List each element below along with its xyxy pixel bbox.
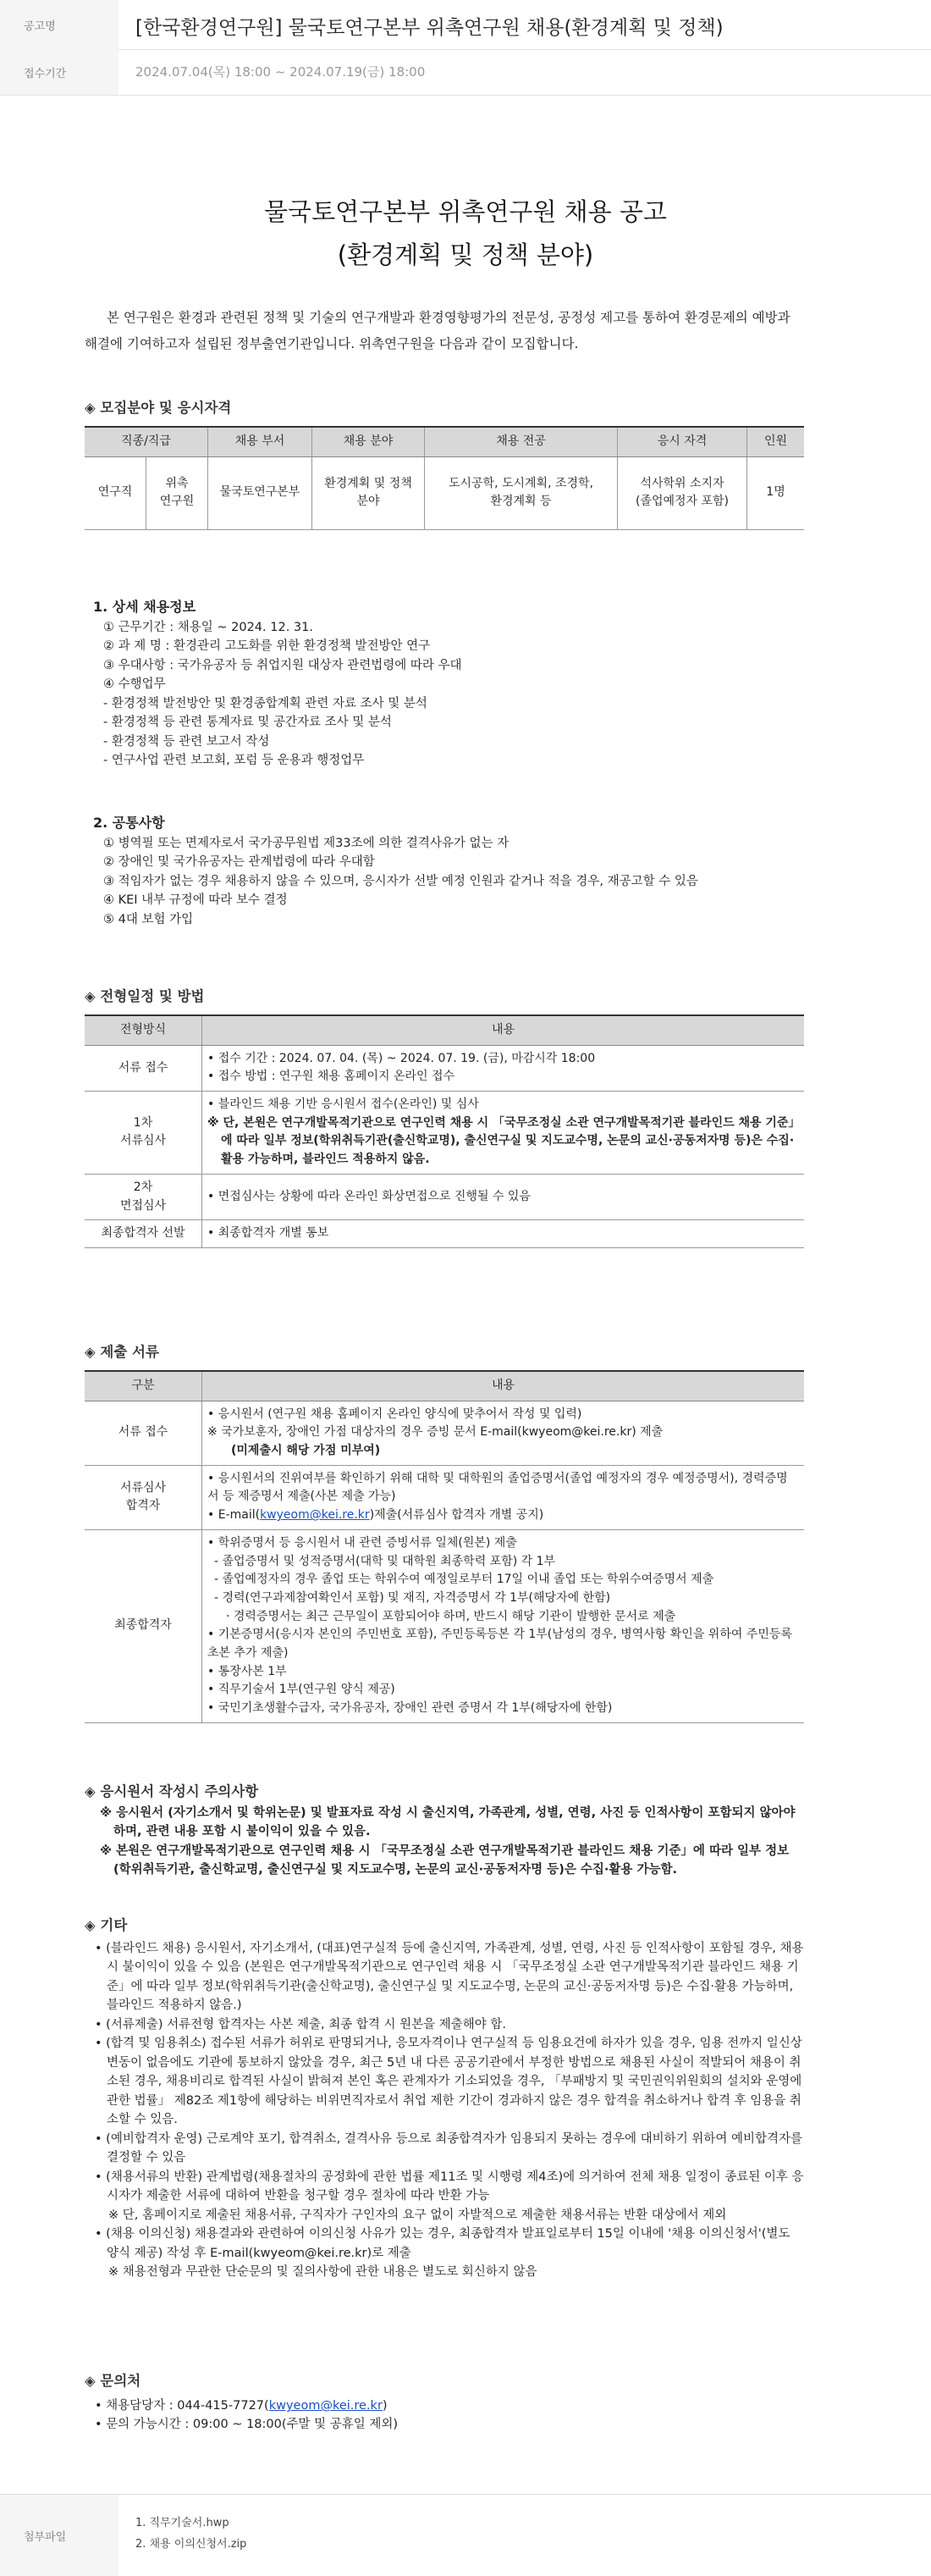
section-recruit-title: ◈ 모집분야 및 응시자격 <box>85 400 232 416</box>
row-final-label: 최종합격자 선발 <box>85 1220 202 1248</box>
cell-field: 환경계획 및 정책 분야 <box>312 456 425 529</box>
doc-method: • 접수 방법 : 연구원 채용 홈페이지 온라인 접수 <box>207 1070 455 1084</box>
detail-item: - 환경정책 발전방안 및 환경종합계획 관련 자료 조사 및 분석 <box>103 696 427 710</box>
th-field: 채용 분야 <box>312 427 425 456</box>
docs-item: • 기본증명서(응시자 본인의 주민번호 포함), 주민등록등본 각 1부(남성의 경우, 병역사항 확인을 위하여 주민등록초본 추가 제출) <box>207 1628 792 1660</box>
docs-item: • 통장사본 1부 <box>207 1664 287 1678</box>
cell-dept: 물국토연구본부 <box>208 456 312 529</box>
th-count: 인원 <box>747 427 805 456</box>
cell-count: 1명 <box>747 456 805 529</box>
notice-title <box>0 191 931 277</box>
title-row <box>0 0 931 50</box>
docs-item: - 졸업예정자의 경우 졸업 또는 학위수여 예정일로부터 17일 이내 졸업 또는 학위수여증명서 제출 <box>214 1573 714 1587</box>
docs-item: - 경력(연구과제참여확인서 포함) 및 재직, 자격증명서 각 1부(해당자에 한함) <box>214 1590 611 1605</box>
docs-item: · 경력증명서는 최근 근무일이 포함되어야 하며, 반드시 해당 기관이 발행한 문서로 제출 <box>226 1609 676 1623</box>
docs-row2-content <box>202 1465 805 1529</box>
detail-item: - 연구사업 관련 보고회, 포럼 등 운용과 행정업무 <box>103 754 365 768</box>
docs-row3-label: 최종합격자 <box>85 1529 202 1722</box>
th-method: 전형방식 <box>85 1015 202 1045</box>
th-qual: 응시 자격 <box>618 427 747 456</box>
th-content: 내용 <box>202 1015 805 1045</box>
period-value: 2024.07.04(목) 18:00 ~ 2024.07.19(금) 18:00 <box>135 64 426 80</box>
cell-grade: 위촉 연구원 <box>146 456 208 529</box>
etc-item: ※ 단, 홈페이지로 제출된 채용서류, 구직자가 구인자의 요구 없이 자발적으로 제출한 채용서류는 반환 대상에서 제외 <box>108 2208 727 2222</box>
detail-item: ④ 수행업무 <box>103 677 166 692</box>
process-table <box>85 1014 804 1248</box>
docs-item: ※ 국가보훈자, 장애인 가점 대상자의 경우 증빙 문서 E-mail(kwyeom@kei.re.kr) 제출 <box>207 1425 664 1440</box>
th-docs-content: 내용 <box>202 1371 805 1401</box>
row-doc-label: 서류 접수 <box>85 1045 202 1091</box>
etc-item: • (채용 이의신청) 채용결과와 관련하여 이의신청 사유가 있는 경우, 최종합격자 발표일로부터 15일 이내에 '채용 이의신청서'(별도 양식 제공) 작성 후 E-mail(kwyeom@kei.re.kr)로 제출 <box>95 2227 791 2260</box>
contact-suffix: ) <box>382 2399 388 2413</box>
docs-table-wrap <box>85 1370 804 1723</box>
etc-item: • (예비합격자 운영) 근로계약 포기, 합격취소, 결격사유 등으로 최종합격자가 임용되지 못하는 경우에 대비하기 위하여 예비합격자를 결정할 수 있음 <box>95 2131 802 2165</box>
docs-item: • 응시원서 (연구원 채용 홈페이지 온라인 양식에 맞추어서 작성 및 입력) <box>207 1407 582 1421</box>
caution-block <box>100 1804 802 1880</box>
th-category: 구분 <box>85 1371 202 1401</box>
detail-title: 1. 상세 채용정보 <box>93 599 196 615</box>
row-second-content: • 면접심사는 상황에 따라 온라인 화상면접으로 진행될 수 있음 <box>202 1174 805 1219</box>
caution-item: ※ 본원은 연구개발목적기관으로 연구인력 채용 시 「국무조정실 소관 연구개발목적기관 블라인드 채용 기준」에 따라 일부 정보(학위취득기관, 출신학교명, 출신연구실 및 지도교수명, 논문의 교신·공동저자명 등)은 수집·활용 가능함. <box>100 1844 790 1877</box>
section-docs-title: ◈ 제출 서류 <box>85 1344 159 1360</box>
section-process-title: ◈ 전형일정 및 방법 <box>85 988 205 1004</box>
th-job: 직종/직급 <box>85 427 208 456</box>
contact-person <box>95 2396 814 2415</box>
row-doc-content <box>202 1045 805 1091</box>
section-contact-title: ◈ 문의처 <box>85 2373 141 2389</box>
etc-item: • (서류제출) 서류전형 합격자는 사본 제출, 최종 합격 시 원본을 제출해야 함. <box>95 2017 506 2032</box>
common-item: ⑤ 4대 보험 가입 <box>103 912 194 926</box>
common-item: ① 병역필 또는 면제자로서 국가공무원법 제33조에 의한 결격사유가 없는 자 <box>103 836 510 850</box>
detail-item: - 환경정책 등 관련 통계자료 및 공간자료 조사 및 분석 <box>103 716 392 730</box>
docs-item-prefix: • E-mail( <box>207 1508 261 1523</box>
cell-major: 도시공학, 도시계획, 조경학, 환경계획 등 <box>425 456 618 529</box>
detail-item: ② 과 제 명 : 환경관리 고도화를 위한 환경정책 발전방안 연구 <box>103 639 431 654</box>
row-first-content <box>202 1092 805 1175</box>
post-title: [한국환경연구원] 물국토연구본부 위촉연구원 채용(환경계획 및 정책) <box>135 17 724 39</box>
common-block <box>93 813 813 929</box>
row-final-content: • 최종합격자 개별 통보 <box>202 1220 805 1248</box>
etc-item: • (블라인드 채용) 응시원서, 자기소개서, (대표)연구실적 등에 출신지역, 가족관계, 성별, 연령, 사진 등 인적사항이 포함될 경우, 채용 시 불이익이 있을 수 있음 (본원은 연구개발목적기관으로 연구인력 채용 시 「국무조정실 소관 연구개발목적기관 블라인드 채용 기준」에 따라 일부 정보(학위취득기관(출신학교명), 출신연구실 및 지도교수명, 논문의 교신·공동저자명 등)은 수집·활용 가능하며, 블라인드 적용하지 않음.) <box>95 1942 804 2013</box>
process-table-wrap <box>85 1014 804 1248</box>
detail-item: - 환경정책 등 관련 보고서 작성 <box>103 734 270 749</box>
cell-jobtype: 연구직 <box>85 456 146 529</box>
period-label: 접수기간 <box>0 49 118 95</box>
docs-item: • 학위증명서 등 응시원서 내 관련 증빙서류 일체(원본) 제출 <box>207 1535 517 1550</box>
detail-item: ① 근무기간 : 채용일 ~ 2024. 12. 31. <box>103 620 313 634</box>
notice-title-line2: (환경계획 및 정책 분야) <box>337 240 594 269</box>
email-link[interactable]: kwyeom@kei.re.kr <box>260 1508 370 1523</box>
docs-item: (미제출시 해당 가점 미부여) <box>231 1444 381 1458</box>
common-title: 2. 공통사항 <box>93 815 165 831</box>
docs-item <box>207 1506 799 1525</box>
first-item: • 블라인드 채용 기반 응시원서 접수(온라인) 및 심사 <box>207 1097 479 1112</box>
th-dept: 채용 부서 <box>208 427 312 456</box>
attachment-file-1[interactable]: 1. 직무기술서.hwp <box>135 2517 229 2529</box>
detail-block <box>93 597 813 771</box>
contact-hours: • 문의 가능시간 : 09:00 ~ 18:00(주말 및 공휴일 제외) <box>95 2418 399 2432</box>
common-item: ③ 적임자가 없는 경우 채용하지 않을 수 있으며, 응시자가 선발 예정 인원과 같거나 적을 경우, 재공고할 수 있음 <box>103 874 698 888</box>
docs-item: • 직무기술서 1부(연구원 양식 제공) <box>207 1683 395 1697</box>
doc-period: • 접수 기간 : 2024. 07. 04. (목) ~ 2024. 07. 19. (금), 마감시각 18:00 <box>207 1051 596 1065</box>
contact-email-link[interactable]: kwyeom@kei.re.kr <box>268 2399 383 2413</box>
etc-item: ※ 채용전형과 무관한 단순문의 및 질의사항에 관한 내용은 별도로 회신하지 않음 <box>108 2264 537 2279</box>
docs-item: • 응시원서의 진위여부를 확인하기 위해 대학 및 대학원의 졸업증명서(졸업 예정자의 경우 예정증명서), 경력증명서 등 제증명서 제출(사본 제출 가능) <box>207 1471 788 1504</box>
common-item: ② 장애인 및 국가유공자는 관계법령에 따라 우대함 <box>103 855 375 870</box>
contact-prefix: • 채용담당자 : 044-415-7727( <box>95 2399 269 2413</box>
recruit-table-wrap <box>85 426 804 530</box>
etc-item: • (합격 및 임용취소) 접수된 서류가 허위로 판명되거나, 응모자격이나 연구실적 등 임용요건에 하자가 있을 경우, 임용 전까지 일신상 변동이 없음에도 기관에 통보하지 않았을 경우, 최근 5년 내 다른 공공기관에서 부정한 방법으로 채용된 사실이 적발되어 채용이 취소된 경우, 채용비리로 합격된 사실이 밝혀져 본인 혹은 관계자가 기소되었을 경우, 「부패방지 및 국민권익위원회의 설치와 운영에 관한 법률」 제82조 제1항에 해당하는 비위면직자로서 취업 제한 기간이 경과하지 않은 경우 합격을 취소하거나 합격 후 임용을 취소할 수 있음. <box>95 2037 802 2127</box>
common-item: ④ KEI 내부 규정에 따라 보수 결정 <box>103 893 288 908</box>
attachments-label: 첨부파일 <box>0 2495 118 2576</box>
recruit-table <box>85 426 804 530</box>
docs-row1-label: 서류 접수 <box>85 1401 202 1465</box>
cell-qual: 석사학위 소지자 (졸업예정자 포함) <box>618 456 747 529</box>
period-row <box>0 49 931 96</box>
docs-row3-content <box>202 1529 805 1722</box>
detail-item: ③ 우대사항 : 국가유공자 등 취업지원 대상자 관련법령에 따라 우대 <box>103 658 462 672</box>
first-note: ※ 단, 본원은 연구개발목적기관으로 연구인력 채용 시 「국무조정실 소관 연구개발목적기관 블라인드 채용 기준」에 따라 일부 정보(학위취득기관(출신학교명), 출신연구실 및 지도교수명, 논문의 교신·공동저자명 등)은 수집·활용 가능하며, 블라인드 적용하지 않음. <box>207 1115 795 1167</box>
docs-item: - 졸업증명서 및 성적증명서(대학 및 대학원 최종학력 포함) 각 1부 <box>214 1554 556 1568</box>
attachment-list <box>135 2513 246 2555</box>
intro-text: 본 연구원은 환경과 관련된 정책 및 기술의 연구개발과 환경영향평가의 전문성, 공정성 제고를 통하여 환경문제의 예방과 해결에 기여하고자 설립된 정부출연기관입니다. 위촉연구원을 다음과 같이 모집합니다. <box>85 310 791 351</box>
caution-item: ※ 응시원서 (자기소개서 및 학위논문) 및 발표자료 작성 시 출신지역, 가족관계, 성별, 연령, 사진 등 인적사항이 포함되지 않아야 하며, 관련 내용 포함 시 불이익이 있을 수 있음. <box>100 1806 796 1839</box>
etc-item: • (채용서류의 반환) 관계법령(채용절차의 공정화에 관한 법률 제11조 및 시행령 제4조)에 의거하여 전체 채용 일정이 종료된 이후 응시자가 제출한 서류에 대하여 반환을 청구할 경우 절차에 따라 반환 가능 <box>95 2170 804 2203</box>
row-second-label: 2차 면접심사 <box>85 1174 202 1219</box>
section-caution-title: ◈ 응시원서 작성시 주의사항 <box>85 1783 259 1799</box>
title-label: 공고명 <box>0 0 118 49</box>
docs-row1-content <box>202 1401 805 1465</box>
docs-item: • 국민기초생활수급자, 국가유공자, 장애인 관련 증명서 각 1부(해당자에 한함) <box>207 1701 613 1715</box>
docs-item-suffix: )제출(서류심사 합격자 개별 공지) <box>369 1508 544 1523</box>
intro-block <box>85 305 804 357</box>
contact-block <box>95 2396 814 2435</box>
attachments-row <box>0 2494 931 2576</box>
etc-block <box>95 1939 804 2281</box>
docs-row2-label: 서류심사 합격자 <box>85 1465 202 1529</box>
row-first-label: 1차 서류심사 <box>85 1092 202 1175</box>
attachment-file-2[interactable]: 2. 채용 이의신청서.zip <box>135 2537 247 2551</box>
docs-table <box>85 1370 804 1723</box>
notice-title-line1: 물국토연구본부 위촉연구원 채용 공고 <box>264 197 667 226</box>
th-major: 채용 전공 <box>425 427 618 456</box>
section-etc-title: ◈ 기타 <box>85 1917 128 1933</box>
